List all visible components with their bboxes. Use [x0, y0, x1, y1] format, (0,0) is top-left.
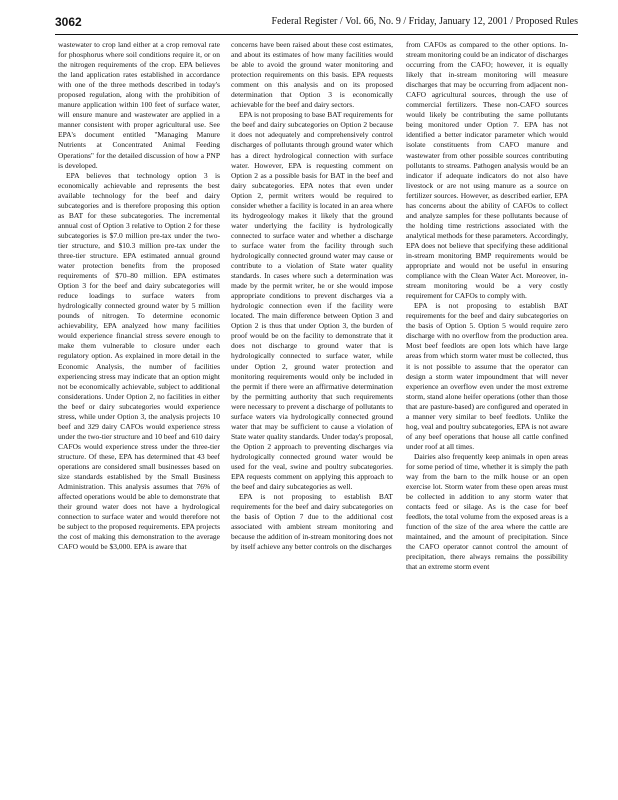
paragraph: EPA believes that technology option 3 is economically achievable and represents the best available technology for the beef and dairy subcategories and is therefore proposing this option as BAT for these subcategories. The incremental annual cost of Option 3 relative to Option 2 for these subcategories is $7.0 million pre-tax under the two-tier structure, and $10.3 million pre-tax under the three-tier structure. EPA estimated annual ground water protection benefits from the proposed requirements of $70–80 million. EPA estimates Option 3 for the beef and dairy subcategories will reduce loadings to surface waters from hydrologically connected ground water by 5 million pounds of nitrogen. To determine economic achievability, EPA analyzed how many facilities would experience financial stress severe enough to make them vulnerable to closure under each regulatory option. As explained in more detail in the Economic Analysis, the number of facilities experiencing stress may indicate that an option might not be economically achievable, subject to additional considerations. Under Option 2, no facilities in either the beef or dairy subcategories would experience stress, while under Option 3, the analysis projects 10 beef and 329 dairy CAFOs would experience stress under the two-tier structure and 10 beef and 610 dairy CAFOs would experience stress under the three-tier structure. Of these, EPA has determined that 43 beef operations are considered small businesses based on size standards established by the Small Business Administration. This analysis assumes that 76% of affected operations would be able to demonstrate that their ground water does not have a hydrological connection to surface water and would therefore not be subject to the proposed requirements. EPA projects the cost of making this demonstration to the average CAFO would be $3,000. EPA is aware that: [58, 170, 220, 552]
paragraph: EPA is not proposing to base BAT requirements for the beef and dairy subcategories on Option 2 because it does not adequately and comprehensively control discharges of pollutants through ground water which has a direct hydrological connection with surface water. However, EPA is requesting comment on Option 2 as a possible basis for BAT in the beef and dairy subcategories. EPA notes that even under Option 2, permit writers would be required to consider whether a facility is located in an area where its hydrogeology makes it likely that the ground water underlying the facility is hydrologically connected to surface water and whether a discharge to surface water from the facility through such hydrologically connected ground water may cause or contribute to a violation of State water quality standards. In cases where such a determination was made by the permit writer, he or she would impose appropriate conditions to prevent discharges via a hydrologic connection even if the facility were located. The main difference between Option 3 and Option 2 is thus that under Option 3, the burden of proof would be on the facility to demonstrate that it does not discharge to ground water that is hydrologically connected to surface water, while under Option 2, ground water protection and monitoring requirements would only be included in the permit if there were an affirmative determination by the permitting authority that such requirements were necessary to prevent a discharge of pollutants to surface waters via hydrologically connected ground water that may be sufficient to cause a violation of State water quality standards. Under today's proposal, the Option 2 approach to preventing discharges via hydrologically connected ground water would be used for the veal, swine and poultry subcategories. EPA requests comment on applying this approach to the beef and dairy subcategories as well.: [231, 110, 393, 492]
paragraph: Dairies also frequently keep animals in open areas for some period of time, whether it is simply the path way from the barn to the milk house or an open exercise lot. Storm water from these open areas must be collected in addition to any storm water that contacts feed or silage. As is the case for beef feedlots, the total volume from the exposed areas is a function of the size of the area where the cattle are maintained, and the amount of precipitation. Since the CAFO operator cannot control the amount of precipitation, there always remains the possibility that an extreme storm event: [406, 451, 568, 572]
paragraph: EPA is not proposing to establish BAT requirements for the beef and dairy subcategories on the basis of Option 5. Option 5 would require zero discharge with no overflow from the production area. Most beef feedlots are open lots which have large areas from which storm water must be collected, thus it is not possible to assume that the operator can design a storm water impoundment that will never experience an overflow even under the most extreme storm, stand alone heifer operations (other than those that are pasture-based) are configured and operated in a manner very similar to beef feedlots. Unlike the hog, veal and poultry subcategories, EPA is not aware of any beef operations that house all cattle confined under roof at all times.: [406, 301, 568, 451]
text-column-1: [58, 40, 220, 780]
paragraph: concerns have been raised about these cost estimates, and about its estimates of how many facilities would be able to avoid the ground water monitoring and protection requirements on this basis. EPA requests comment on this analysis and on its proposed determination that Option 3 is economically achievable for the beef and dairy sectors.: [231, 40, 393, 110]
text-column-3: [406, 40, 568, 780]
running-head: Federal Register / Vol. 66, No. 9 / Friday, January 12, 2001 / Proposed Rules: [271, 16, 578, 27]
text-column-2: [231, 40, 393, 780]
paragraph: wastewater to crop land either at a crop removal rate for phosphorus where soil conditions require it, or on the nitrogen requirements of the crop. EPA believes the land application rates established in accordance with one of the three methods described in today's proposed regulation, along with the prohibition of manure application within 100 feet of surface water, will ensure manure and wastewater are applied in a manner consistent with proper agricultural use. See EPA's document entitled "Managing Manure Nutrients at Concentrated Animal Feeding Operations" for the detailed discussion of how a PNP is developed.: [58, 40, 220, 170]
paragraph: from CAFOs as compared to the other options. In-stream monitoring could be an indicator of discharges occurring from the CAFO; however, it is equally likely that in-stream monitoring will measure discharges that may be occurring from adjacent non-CAFO agricultural sources, through the use of commercial fertilizers. These non-CAFO sources would likely be contributing the same pollutants being monitored under Option 7. EPA has not identified a better indicator parameter which would isolate constituents from CAFO manure and wastewater from other possible sources contributing pollutants to streams. Pathogen analysis would be an indicator if adequate indicators do not also have livestock or are not using manure as a source on fertilizer sources. However, as described earlier, EPA has concerns about the ability of CAFOs to collect and analyze samples for these pollutants because of the holding time restrictions associated with the analytical methods for these parameters. Accordingly, EPA does not believe that specifying these additional in-stream monitoring BMP requirements would be appropriate and would not be useful in ensuring compliance with the Clean Water Act. Moreover, in-stream monitoring would be a very costly requirement for CAFOs to comply with.: [406, 40, 568, 301]
paragraph: EPA is not proposing to establish BAT requirements for the beef and dairy subcategories on the basis of Option 7 due to the additional cost associated with ambient stream monitoring and because the addition of in-stream monitoring does not by itself achieve any better controls on the discharges: [231, 492, 393, 552]
page-number: 3062: [55, 15, 82, 29]
page-header: [55, 14, 578, 35]
